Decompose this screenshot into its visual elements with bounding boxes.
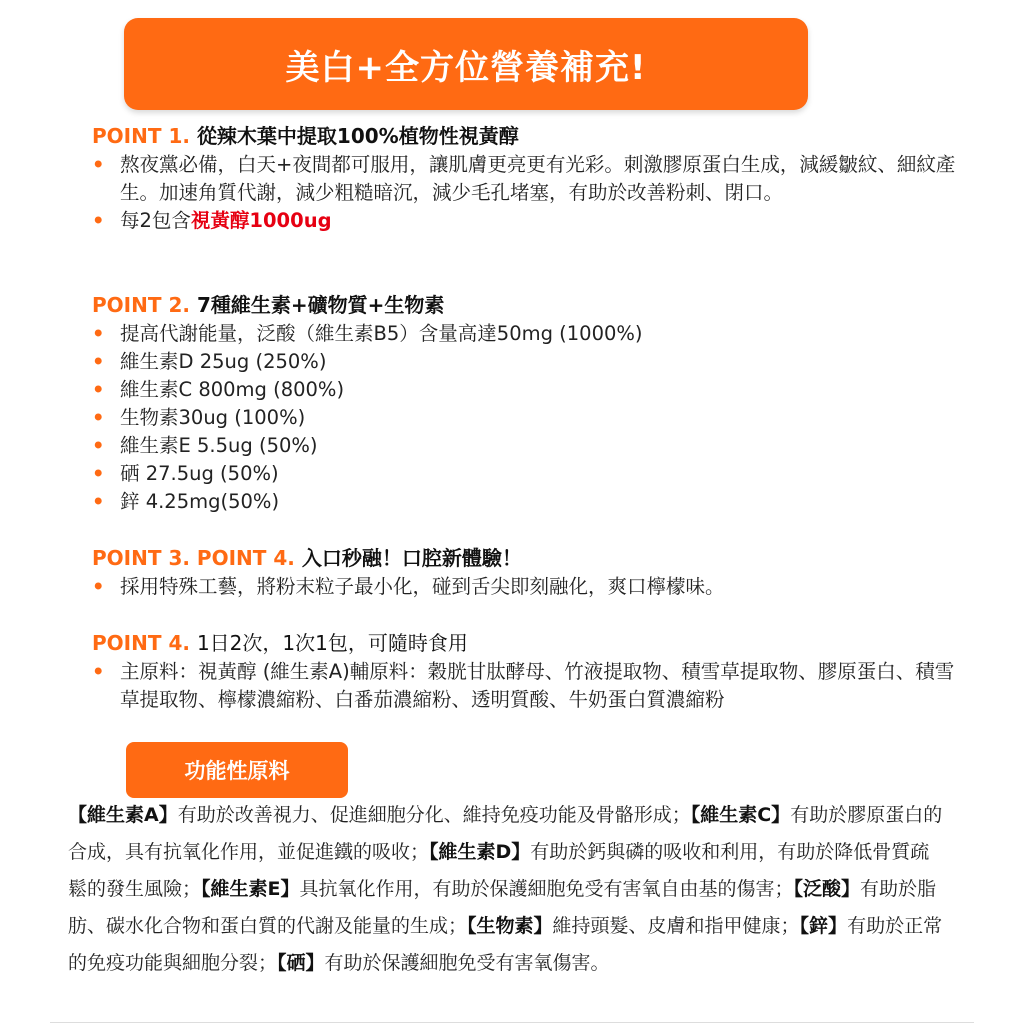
functional-ingredients-paragraph — [68, 797, 948, 982]
ingredient-desc: 有助於正常的免疫功能與細胞分裂； — [68, 915, 943, 974]
list-item-text: 維生素C 800mg (800%) — [120, 378, 345, 401]
bullet-icon: • — [92, 378, 105, 401]
list-item-text: 維生素E 5.5ug (50%) — [120, 434, 318, 457]
point-2-label: POINT 2. — [92, 293, 190, 317]
list-item — [92, 432, 972, 460]
bullet-icon: • — [92, 153, 105, 176]
list-item — [92, 207, 972, 235]
bullet-icon: • — [92, 575, 105, 598]
point-4-heading — [92, 630, 972, 656]
ingredient-desc: 具抗氧化作用，有助於保護細胞免受有害氧自由基的傷害； — [299, 878, 794, 900]
point-2-title: 7種維生素+礦物質+生物素 — [196, 293, 445, 317]
point-1-label: POINT 1. — [92, 124, 190, 148]
list-item — [92, 460, 972, 488]
list-item-text: 每2包含 — [120, 209, 191, 232]
list-item-text: 硒 27.5ug (50%) — [120, 462, 279, 485]
bullet-icon: • — [92, 209, 105, 232]
list-item — [92, 348, 972, 376]
point-3-title: 入口秒融！口腔新體驗！ — [301, 546, 522, 570]
bullet-icon: • — [92, 434, 105, 457]
point-2-list — [92, 320, 972, 516]
point-4-section — [92, 630, 972, 714]
point-3-section — [92, 545, 972, 601]
ingredient-desc: 有助於鈣與磷的吸收和利用，有助於降低骨質疏鬆的發生風險； — [68, 841, 930, 900]
ingredient-desc: 有助於改善視力、促進細胞分化、維持免疫功能及骨骼形成； — [177, 804, 691, 826]
list-item-text: 提高代謝能量，泛酸（維生素B5）含量高達50mg (1000%) — [120, 322, 643, 345]
ingredient-tag: 【鋅】 — [799, 915, 848, 937]
point-1-title: 從辣木葉中提取100%植物性視黃醇 — [196, 124, 519, 148]
list-item — [92, 404, 972, 432]
point-3-heading — [92, 545, 972, 571]
page-title: 美白+全方位營養補充! — [285, 47, 647, 88]
point-2-section — [92, 292, 972, 516]
point-1-section — [92, 123, 972, 235]
list-item-text: 採用特殊工藝，將粉末粒子最小化，碰到舌尖即刻融化，爽口檸檬味。 — [120, 575, 725, 598]
list-item — [92, 376, 972, 404]
point-2-heading — [92, 292, 972, 318]
point-4-list — [92, 658, 972, 714]
ingredient-desc: 有助於脂肪、碳水化合物和蛋白質的代謝及能量的生成； — [68, 878, 937, 937]
list-item — [92, 658, 972, 714]
ingredient-tag: 【生物素】 — [467, 915, 553, 937]
list-item — [92, 488, 972, 516]
bullet-icon: • — [92, 660, 105, 683]
functional-ingredients-title: 功能性原料 — [184, 759, 290, 783]
retinol-highlight: 視黃醇1000ug — [190, 209, 332, 232]
bullet-icon: • — [92, 490, 105, 513]
header-banner — [124, 18, 808, 110]
bullet-icon: • — [92, 322, 105, 345]
ingredient-tag: 【硒】 — [277, 952, 325, 974]
ingredient-tag: 【維生素E】 — [201, 878, 300, 900]
list-item — [92, 320, 972, 348]
bullet-icon: • — [92, 462, 105, 485]
point-3-list — [92, 573, 972, 601]
point-4-label: POINT 4. — [92, 631, 190, 655]
functional-ingredients-banner — [126, 742, 348, 798]
ingredient-tag: 【維生素A】 — [68, 804, 178, 826]
point-4-title: 1日2次，1次1包，可隨時食用 — [196, 631, 468, 655]
list-item — [92, 151, 972, 207]
bottom-divider — [50, 1022, 974, 1023]
list-item-text: 熬夜黨必備，白天+夜間都可服用，讓肌膚更亮更有光彩。刺激膠原蛋白生成，減緩皺紋、細紋產生。加速角質代謝，減少粗糙暗沉，減少毛孔堵塞，有助於改善粉刺、閉口。 — [120, 153, 956, 204]
ingredient-tag: 【泛酸】 — [793, 878, 861, 900]
list-item — [92, 573, 972, 601]
point-3-label: POINT 3. POINT 4. — [92, 546, 295, 570]
list-item-text: 主原料：視黃醇 (維生素A)輔原料：穀胱甘肽酵母、竹液提取物、積雪草提取物、膠原蛋白、積雪草提取物、檸檬濃縮粉、白番茄濃縮粉、透明質酸、牛奶蛋白質濃縮粉 — [120, 660, 955, 711]
list-item-text: 維生素D 25ug (250%) — [120, 350, 327, 373]
point-1-heading — [92, 123, 972, 149]
ingredient-tag: 【維生素C】 — [690, 804, 791, 826]
ingredient-desc: 有助於膠原蛋白的合成，具有抗氧化作用，並促進鐵的吸收； — [68, 804, 943, 863]
ingredient-desc: 有助於保護細胞免受有害氧傷害。 — [324, 952, 610, 974]
bullet-icon: • — [92, 350, 105, 373]
point-1-list — [92, 151, 972, 235]
list-item-text: 生物素30ug (100%) — [120, 406, 306, 429]
list-item-text: 鋅 4.25mg(50%) — [120, 490, 280, 513]
ingredient-tag: 【維生素D】 — [429, 841, 531, 863]
bullet-icon: • — [92, 406, 105, 429]
ingredient-desc: 維持頭髮、皮膚和指甲健康； — [552, 915, 800, 937]
